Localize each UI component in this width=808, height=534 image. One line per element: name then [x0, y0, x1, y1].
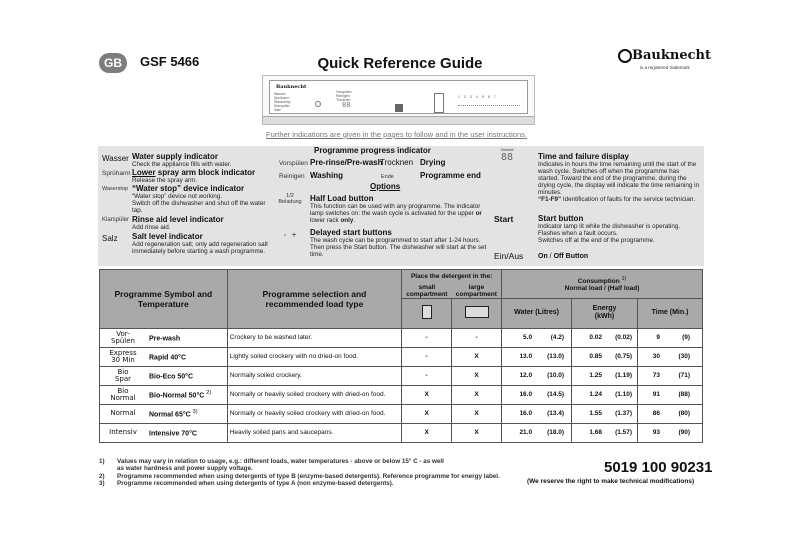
programme-name-text: Intensive 70°C: [149, 430, 197, 438]
half-load-text-mid: lower rack: [310, 217, 341, 224]
small-compartment-mark: -: [402, 347, 452, 366]
startzeit-digits: 88: [500, 152, 514, 163]
row-symbol-program: [100, 347, 228, 366]
on-off-button-label: [538, 253, 588, 260]
washing-label: Washing: [310, 171, 344, 180]
water-half: (13.0): [547, 353, 565, 360]
programme-name: [146, 371, 193, 380]
start-label-de: Start: [494, 214, 514, 224]
time-value: [638, 328, 703, 347]
energy-normal: 1.55: [589, 410, 603, 417]
energy-value: [572, 328, 638, 347]
small-compartment-icon: [422, 305, 432, 319]
time-normal: 93: [652, 429, 661, 436]
time-value: [638, 347, 703, 366]
time-normal: 30: [652, 353, 661, 360]
label-de-spruharm: Sprüharm: [102, 170, 131, 177]
energy-half: (1.57): [615, 429, 633, 436]
rinse-aid-text: Add rinse aid.: [132, 224, 171, 231]
on-off-sep: /: [547, 253, 554, 260]
footnote-num: 1): [99, 458, 105, 465]
time-failure-display: [538, 152, 702, 203]
header-large-icon-cell: [452, 298, 502, 328]
startzeit-label: Startzeit: [500, 148, 514, 152]
row-symbol-program: [100, 328, 228, 347]
programme-name: [146, 333, 180, 342]
time-half: (71): [678, 372, 691, 379]
row-symbol-program: [100, 366, 228, 385]
water-value: [502, 385, 572, 404]
panel-program-num: 1: [458, 95, 464, 99]
header-selection: Programme selection and recommended load type: [227, 270, 401, 329]
programme-table: [99, 269, 703, 443]
table-row: [100, 328, 703, 347]
salt-title: Salt level indicator: [132, 232, 203, 241]
programme-name-text: Rapid 40°C: [149, 354, 187, 362]
water-stop-indicator: [132, 184, 272, 214]
model-number: GSF 5466: [140, 54, 200, 69]
delayed-start-title: Delayed start buttons: [310, 228, 392, 237]
water-normal: 13.0: [519, 353, 533, 360]
energy-normal: 1.24: [589, 391, 603, 398]
brand-logo: [618, 48, 711, 78]
label-de-ende: Ende: [381, 174, 394, 180]
footnote-num: 3): [99, 479, 105, 487]
programme-symbol: [100, 350, 146, 364]
energy-value: [572, 347, 638, 366]
water-half: (14.5): [547, 391, 565, 398]
row-symbol-program: [100, 423, 228, 442]
label-de-vorspulen: Vorspülen: [279, 160, 308, 167]
small-compartment-mark: X: [402, 423, 452, 442]
programme-name-text: Pre-wash: [149, 335, 181, 343]
footnote-3: [99, 480, 500, 487]
header-detergent: Place the detergent in the:: [402, 270, 502, 284]
programme-description: Normally soiled crockery.: [227, 366, 401, 385]
panel-progress-line: Trocknen: [336, 98, 351, 102]
half-load-button-icon: [315, 101, 321, 107]
table-row: [100, 366, 703, 385]
label-de-reinigen: Reinigen: [279, 173, 305, 180]
large-compartment-mark: X: [452, 366, 502, 385]
delayed-start-buttons: [310, 228, 490, 258]
start-button-icon: [434, 93, 444, 113]
time-normal: 73: [652, 372, 661, 379]
water-half: (18.0): [547, 429, 565, 436]
time-half: (30): [678, 353, 691, 360]
panel-face: [269, 80, 528, 114]
time-value: [638, 366, 703, 385]
water-value: [502, 423, 572, 442]
panel-program-num: 7: [493, 95, 500, 99]
panel-brand: Bauknecht: [276, 84, 307, 90]
water-value: [502, 366, 572, 385]
delayed-start-symbol: - +: [283, 232, 297, 239]
label-de-trocknen: Trocknen: [380, 158, 414, 167]
panel-program-num: 5: [481, 95, 488, 99]
header-symbol: Programme Symbol and Temperature: [100, 270, 228, 329]
footnote-text: Programme recommended when using detergents of type B (enzyme-based detergents). Reference programme for energy label.: [117, 472, 500, 480]
programme-name: [146, 352, 186, 361]
programme-symbol: [100, 331, 146, 345]
consumption-label: Consumption: [577, 277, 620, 285]
large-compartment-mark: X: [452, 404, 502, 423]
water-stop-title: “Water stop” device indicator: [132, 184, 245, 193]
water-supply-indicator: [132, 152, 270, 168]
programme-name-text: Bio-Eco 50°C: [149, 373, 194, 381]
spray-arm-indicator: [132, 168, 272, 184]
water-normal: 21.0: [519, 429, 533, 436]
further-indications-link[interactable]: Further indications are given in the pages to follow and in the user instructions.: [266, 130, 527, 139]
label-de-half-load: 1/2 Beladung: [278, 193, 302, 205]
half-load-or: or: [475, 210, 482, 217]
large-compartment-mark: X: [452, 385, 502, 404]
start-text-3: Switches off at the end of the programme.: [538, 237, 655, 244]
energy-value: [572, 423, 638, 442]
energy-normal: 0.02: [589, 334, 603, 341]
water-supply-text: Check the appliance fills with water.: [132, 161, 232, 168]
label-de-salz: Salz: [102, 234, 118, 243]
time-normal: 86: [652, 410, 661, 417]
symbol-line: Normal: [110, 393, 136, 402]
time-half: (80): [678, 410, 691, 417]
button-label: Button: [563, 253, 589, 260]
water-value: [502, 347, 572, 366]
label-de-waserstop: Waserstop: [102, 186, 129, 192]
consumption-load: Normal load / (Half load): [564, 284, 640, 292]
water-normal: 16.0: [519, 410, 533, 417]
time-normal: 9: [656, 334, 661, 341]
panel-indicator-list: [274, 92, 308, 112]
logo-ring-icon: [618, 49, 632, 63]
panel-program-num: 2: [463, 95, 470, 99]
table-row: [100, 347, 703, 366]
time-normal: 91: [652, 391, 661, 398]
small-compartment-mark: X: [402, 385, 452, 404]
fault-codes-line: [538, 196, 702, 203]
label-de-klarspuler: Klarspüler: [102, 217, 130, 223]
header-large-compartment: large compartment: [452, 284, 502, 299]
symbol-line: 30 Min: [111, 355, 135, 364]
footnote-text: Programme recommended when using detergents of type A (non enzyme-based detergents).: [117, 479, 394, 487]
programme-footnote-ref: 2): [206, 389, 212, 396]
spray-arm-title-rest: spray arm block indicator: [155, 168, 256, 177]
energy-normal: 0.85: [589, 353, 603, 360]
water-value: [502, 328, 572, 347]
programme-name: [146, 428, 197, 437]
off-label: Off: [553, 253, 564, 260]
header-water: Water (Litres): [502, 298, 572, 328]
programme-symbol: [100, 410, 146, 417]
energy-half: (1.10): [615, 391, 633, 398]
small-compartment-mark: -: [402, 366, 452, 385]
spray-arm-title: [132, 168, 272, 177]
footnote-num: 2): [99, 472, 105, 480]
programme-symbol: [100, 388, 146, 402]
header-time: Time (Min.): [638, 298, 703, 328]
programme-symbol: [100, 369, 146, 383]
programme-end-label: Programme end: [420, 171, 481, 180]
header-small-compartment: small compartment: [402, 284, 452, 299]
programme-name-text: Bio-Normal 50°C: [149, 392, 205, 400]
footnote-2: [99, 473, 500, 480]
programme-name: [146, 390, 211, 399]
consumption-title: [502, 276, 702, 285]
drying-label: Drying: [420, 158, 446, 167]
water-value: [502, 404, 572, 423]
small-compartment-mark: X: [402, 404, 452, 423]
programme-description: Normally or heavily soiled crockery with dried-on food.: [227, 385, 401, 404]
programme-name: [146, 409, 198, 418]
salt-text: Add regeneration salt; only add regeneration salt immediately before starting a wash programme.: [132, 241, 268, 255]
control-panel-illustration: [262, 75, 535, 125]
footnotes: [99, 458, 500, 487]
programme-description: Lightly soiled crockery with no dried-on food.: [227, 347, 401, 366]
large-compartment-mark: -: [452, 328, 502, 347]
door-handle-icon: [395, 104, 403, 112]
programme-description: Crockery to be washed later.: [227, 328, 401, 347]
time-failure-title: Time and failure display: [538, 152, 629, 161]
rinse-aid-title: Rinse aid level indicator: [132, 215, 224, 224]
energy-half: (0.02): [615, 334, 633, 341]
symbol-line: Express: [109, 348, 137, 357]
energy-half: (1.37): [615, 410, 633, 417]
water-half: (4.2): [550, 334, 565, 341]
reserve-note: (We reserve the right to make technical modifications): [527, 478, 695, 485]
large-compartment-mark: X: [452, 423, 502, 442]
panel-line: Klarspüler: [274, 104, 290, 108]
logo-text: Bauknecht: [632, 48, 711, 63]
small-compartment-mark: -: [402, 328, 452, 347]
water-stop-text: “Water stop” device not working.: [132, 193, 223, 200]
programme-description: Heavily soiled pans and saucepans.: [227, 423, 401, 442]
header-small-icon-cell: [402, 298, 452, 328]
start-text-2: Flashes when a fault occurs.: [538, 230, 618, 237]
time-value: [638, 423, 703, 442]
time-value: [638, 404, 703, 423]
water-half: (13.4): [547, 410, 565, 417]
on-label: On: [538, 253, 548, 260]
panel-program-num: 4: [475, 95, 482, 99]
spray-arm-title-underlined: Lower: [132, 168, 156, 177]
energy-value: [572, 366, 638, 385]
salt-indicator: [132, 232, 274, 255]
panel-program-num: 6: [487, 95, 494, 99]
footnote-1: [99, 458, 500, 473]
programme-footnote-ref: 3): [192, 408, 198, 415]
panel-progress-line: Reinigen: [336, 94, 350, 98]
table-row: [100, 423, 703, 442]
time-value: [638, 385, 703, 404]
start-title: Start button: [538, 214, 584, 223]
panel-program-numbers: [458, 95, 500, 99]
fault-codes-text: Identification of faults for the service technician.: [561, 196, 696, 203]
panel-program-leds: [458, 105, 520, 108]
water-normal: 16.0: [519, 391, 533, 398]
symbol-line: Bio: [117, 386, 129, 395]
startzeit-display: [494, 148, 520, 163]
half-load-text: [310, 203, 488, 224]
programme-name-text: Normal 65°C: [149, 411, 191, 419]
panel-program-num: 3: [469, 95, 476, 99]
table-row: [100, 385, 703, 404]
table-row: [100, 404, 703, 423]
panel-line: Salz: [274, 108, 281, 112]
fault-codes: “F1-F9”: [538, 196, 562, 203]
options-label: Options: [370, 182, 401, 191]
symbol-line: Intensiv: [109, 427, 137, 436]
header-consumption: [502, 270, 703, 299]
half-load-button: [310, 194, 488, 224]
page-title: Quick Reference Guide: [317, 55, 483, 72]
water-normal: 12.0: [519, 372, 533, 379]
large-compartment-mark: X: [452, 347, 502, 366]
panel-progress-line: Vorspülen: [336, 90, 352, 94]
rinse-aid-indicator: [132, 215, 272, 231]
time-failure-text: Indicates in hours the time remaining until the start of the wash cycle. Switches off when the programme has started. Toward the end of the programme, during the drying cycle, the display will indicate the time remaining in minutes.: [538, 161, 699, 196]
delayed-start-text: The wash cycle can be programmed to start after 1-24 hours. Then press the Start button. The dishwasher will start at the set time.: [310, 237, 487, 258]
half-load-title: Half Load button: [310, 194, 374, 203]
energy-value: [572, 404, 638, 423]
logo-tagline: is a registered trademark: [640, 65, 690, 70]
water-supply-title: Water supply indicator: [132, 152, 218, 161]
consumption-footnote-ref: 1): [621, 275, 627, 282]
spray-arm-text: Release the spray arm.: [132, 177, 198, 184]
energy-normal: 1.68: [589, 429, 603, 436]
energy-value: [572, 385, 638, 404]
label-de-wasser: Wasser: [102, 154, 129, 163]
programme-description: Normally or heavily soiled crockery with dried-on food.: [227, 404, 401, 423]
panel-line: Waserstop: [274, 100, 291, 104]
start-button: [538, 214, 702, 244]
country-badge: GB: [99, 53, 127, 73]
energy-normal: 1.25: [589, 372, 603, 379]
row-symbol-program: [100, 385, 228, 404]
panel-base: [263, 116, 534, 124]
large-compartment-icon: [465, 306, 489, 318]
symbol-line: Spar: [114, 374, 132, 383]
symbol-line: Bio: [117, 367, 129, 376]
progress-title: Programme progress indicator: [314, 146, 431, 155]
programme-symbol: [100, 429, 146, 436]
half-load-text-before: This function can be used with any programme. The indicator lamp switches on: the wash cycle is activated for the upper: [310, 203, 481, 217]
time-half: (88): [678, 391, 691, 398]
footnote-text: Values may vary in relation to usage, e.g.: different loads, water temperatures - above or below 15° C - as well as water hardness and power supply voltage.: [117, 458, 444, 473]
symbol-line: Normal: [110, 408, 136, 417]
panel-line: Wasser: [274, 92, 286, 96]
half-load-text-after: .: [353, 217, 356, 224]
symbol-line: Vor-: [116, 329, 130, 338]
energy-half: (0.75): [615, 353, 633, 360]
symbol-line: Spülen: [110, 336, 135, 345]
water-half: (10.0): [547, 372, 565, 379]
start-text: Indicator lamp lit while the dishwasher is operating.: [538, 223, 681, 230]
water-stop-text-2: Switch off the dishwasher and shut off the water tap.: [132, 200, 266, 214]
time-half: (90): [678, 429, 691, 436]
header-energy: Energy (kWh): [572, 298, 638, 328]
ein-aus-label: Ein/Aus: [494, 251, 524, 261]
row-symbol-program: [100, 404, 228, 423]
prerinse-label: Pre-rinse/Pre-wash: [310, 158, 383, 167]
energy-half: (1.19): [615, 372, 633, 379]
indicator-info-box: [98, 146, 704, 266]
part-number: 5019 100 90231: [604, 459, 713, 476]
water-normal: 5.0: [523, 334, 533, 341]
panel-display: 88: [342, 101, 351, 109]
panel-line: Sprüharm: [274, 96, 290, 100]
half-load-only: only: [340, 217, 354, 224]
time-half: (9): [682, 334, 691, 341]
